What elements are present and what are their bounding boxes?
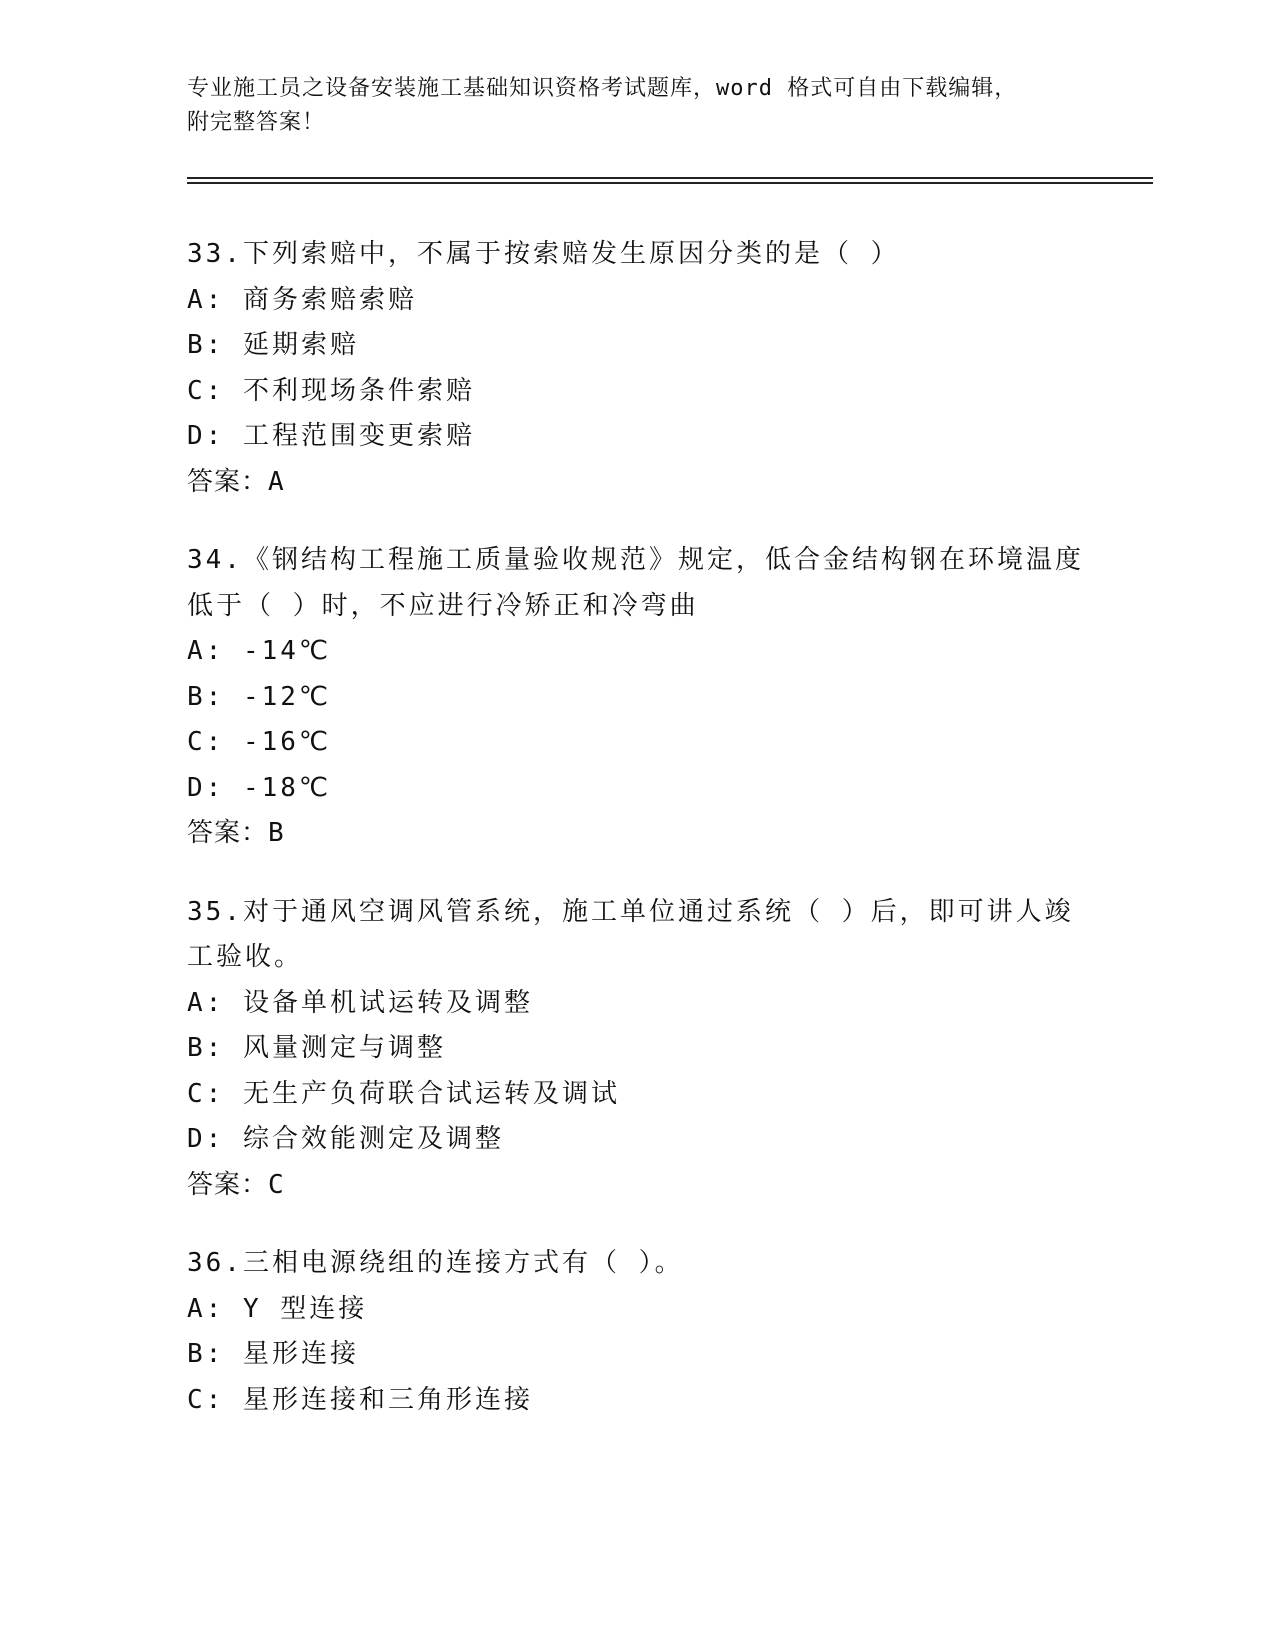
option-d: D: 工程范围变更索赔	[187, 421, 475, 451]
question-stem-continued: 低于（ ）时，不应进行冷矫正和冷弯曲	[187, 590, 699, 621]
question-stem: 35.对于通风空调风管系统，施工单位通过系统（ ）后，即可讲人竣	[187, 896, 1074, 927]
question-stem: 36.三相电源绕组的连接方式有（ ）。	[187, 1248, 684, 1278]
question-stem: 34.《钢结构工程施工质量验收规范》规定，低合金结构钢在环境温度	[187, 545, 1084, 575]
option-c: C: 不利现场条件索赔	[187, 375, 475, 406]
document-header	[187, 72, 1087, 140]
header-divider-top	[187, 177, 1153, 179]
question-33	[187, 232, 1087, 505]
option-b: B: 风量测定与调整	[187, 1033, 446, 1063]
question-stem: 33.下列索赔中，不属于按索赔发生原因分类的是（ ）	[187, 239, 900, 269]
answer: 答案：B	[187, 818, 285, 848]
option-a: A: 商务索赔索赔	[187, 284, 417, 315]
option-c: C: 星形连接和三角形连接	[187, 1384, 533, 1415]
answer: 答案：A	[187, 466, 285, 497]
option-a: A: 设备单机试运转及调整	[187, 987, 533, 1018]
option-c: C: -16℃	[187, 727, 332, 757]
option-b: B: 星形连接	[187, 1339, 359, 1369]
question-list	[187, 232, 1087, 1456]
question-stem-continued: 工验收。	[187, 942, 304, 972]
question-36	[187, 1241, 1087, 1423]
option-c: C: 无生产负荷联合试运转及调试	[187, 1078, 620, 1109]
option-d: D: 综合效能测定及调整	[187, 1124, 504, 1154]
header-line-1: 专业施工员之设备安装施工基础知识资格考试题库，word 格式可自由下载编辑，	[187, 76, 1018, 101]
option-d: D: -18℃	[187, 772, 332, 803]
header-divider-bottom	[187, 182, 1153, 184]
header-line-2: 附完整答案！	[187, 110, 326, 135]
option-b: B: -12℃	[187, 681, 332, 712]
option-a: A: -14℃	[187, 636, 332, 666]
option-b: B: 延期索赔	[187, 330, 359, 360]
option-a: A: Y 型连接	[187, 1293, 368, 1324]
question-34	[187, 538, 1087, 857]
answer: 答案：C	[187, 1169, 285, 1200]
question-35	[187, 890, 1087, 1209]
